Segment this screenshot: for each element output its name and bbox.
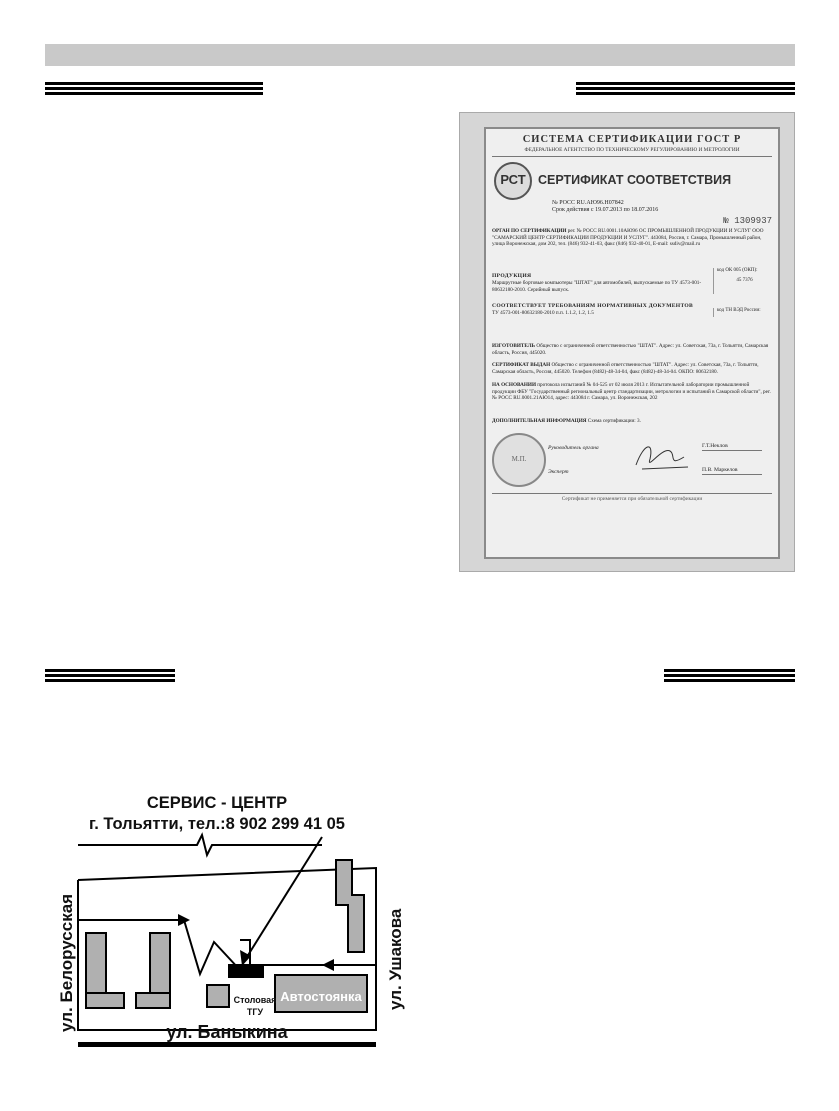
map-road-top: [78, 835, 322, 855]
map-subtitle: г. Тольятти, тел.:8 902 299 41 05: [89, 815, 345, 833]
cert-head-name: Г.Т.Неклов: [702, 443, 762, 451]
service-center-building: [228, 964, 264, 978]
cert-tnved-label: код ТН ВЭД России:: [713, 308, 772, 317]
canteen-label-line2: ТГУ: [246, 1007, 264, 1017]
building-right: [336, 860, 364, 952]
cert-extra-text: Схема сертификации: 3.: [587, 418, 641, 425]
cert-expert-name: П.В. Маркелов: [702, 467, 762, 475]
pointer-line: [245, 837, 322, 960]
cert-organ-label: ОРГАН ПО СЕРТИФИКАЦИИ: [492, 227, 567, 234]
building-left-join: [88, 994, 104, 1007]
cert-head-label: Руководитель органа: [548, 444, 599, 451]
route-arrow-left-icon: [322, 959, 334, 971]
cert-issued-text: Общество с ограниченной ответственностью "ШТАТ". Адрес: ул. Советская, 73а, г. Тольятти, Самарская область, Россия, 445020. Телефон (8482)-48-34-04, факс (8482)-48-34-04. ОКПО: 80632180.: [492, 362, 759, 376]
route-arrow-right-icon: [178, 914, 190, 926]
cert-issued-label: СЕРТИФИКАТ ВЫДАН: [492, 362, 551, 369]
map-title: СЕРВИС - ЦЕНТР: [146, 794, 288, 812]
cert-number: № РОСС RU.AЮ96.H07842: [552, 199, 624, 206]
cert-conforms-label: СООТВЕТСТВУЕТ ТРЕБОВАНИЯМ НОРМАТИВНЫХ ДОКУМЕНТОВ: [492, 302, 694, 309]
gost-logo-icon: РСТ: [494, 162, 532, 200]
cert-title: СЕРТИФИКАТ СООТВЕТСТВИЯ: [538, 173, 732, 188]
cert-maker-text: Общество с ограниченной ответственностью "ШТАТ". Адрес: ул. Советская, 73а, г. Тольятти, Самарская область, Россия, 445020.: [492, 342, 769, 356]
cert-okp-label: код ОК 005 (ОКП):: [717, 268, 758, 274]
cert-footer: Сертификат не применяется при обязательной сертификации: [492, 493, 772, 503]
cert-basis-label: НА ОСНОВАНИИ: [492, 381, 536, 388]
parking-label: Автостоянка: [280, 989, 362, 1004]
cert-system: СИСТЕМА СЕРТИФИКАЦИИ ГОСТ Р: [522, 134, 742, 145]
cert-seal-text: М.П.: [511, 455, 527, 464]
cert-validity: Срок действия с 19.07.2013 по 18.07.2016: [552, 207, 659, 214]
cert-serial: № 1309937: [723, 216, 772, 227]
cert-basis-text: протокола испытаний № 04-525 от 02 июля 2013 г. Испытательной лаборатории промышленной продукции ФБУ "Государственный региональный центр стандартизации, метрологии и испытаний в Самарской области", рег. № РОСС RU.0001.21АЮ14, адрес: 443084 г. Самара, ул. Воронежская, 202: [492, 381, 771, 402]
cert-organ-text: рег. № РОСС RU.0001.10АЮ96 ОС ПРОМЫШЛЕННОЙ ПРОДУКЦИИ И УСЛУГ ООО "САМАРСКИЙ ЦЕНТР СЕРТИФИКАЦИИ ПРОДУКЦИИ И УСЛУГ". 443084, Россия, г. Самара, Промышленный район, улица Воронежская, дом 202, тел. (846) 932-41-03, факс (846) 932-40-01, E-mail: ssdiv@mail.ru: [492, 227, 764, 248]
cert-agency: ФЕДЕРАЛЬНОЕ АГЕНТСТВО ПО ТЕХНИЧЕСКОМУ РЕГУЛИРОВАНИЮ И МЕТРОЛОГИИ: [492, 147, 772, 157]
cert-expert-label: Эксперт: [548, 468, 569, 475]
street-label-left: ул. Белорусская: [57, 893, 76, 1032]
map-street-line: [78, 1042, 376, 1047]
cert-conforms-text: ТУ 4573-001-80632180-2010 п.п. 1.1.2, 1.2, 1.5: [492, 310, 594, 317]
canteen-label-line1: Столовая: [233, 995, 277, 1005]
cert-product-label: ПРОДУКЦИЯ: [492, 273, 532, 280]
cert-maker-label: ИЗГОТОВИТЕЛЬ: [492, 342, 536, 349]
canteen-building: [207, 985, 229, 1007]
cert-extra-label: ДОПОЛНИТЕЛЬНАЯ ИНФОРМАЦИЯ: [492, 418, 587, 425]
cert-product-text: Маршрутные бортовые компьютеры "ШТАТ" для автомобилей, выпускаемые по ТУ 4573-001-80632180-2010. Серийный выпуск.: [492, 280, 702, 294]
cert-okp-value: 45 7376: [736, 277, 753, 283]
building-middle-join: [152, 994, 168, 1007]
street-label-right: ул. Ушакова: [386, 908, 405, 1010]
street-label-bottom: ул. Баныкина: [166, 1022, 288, 1042]
